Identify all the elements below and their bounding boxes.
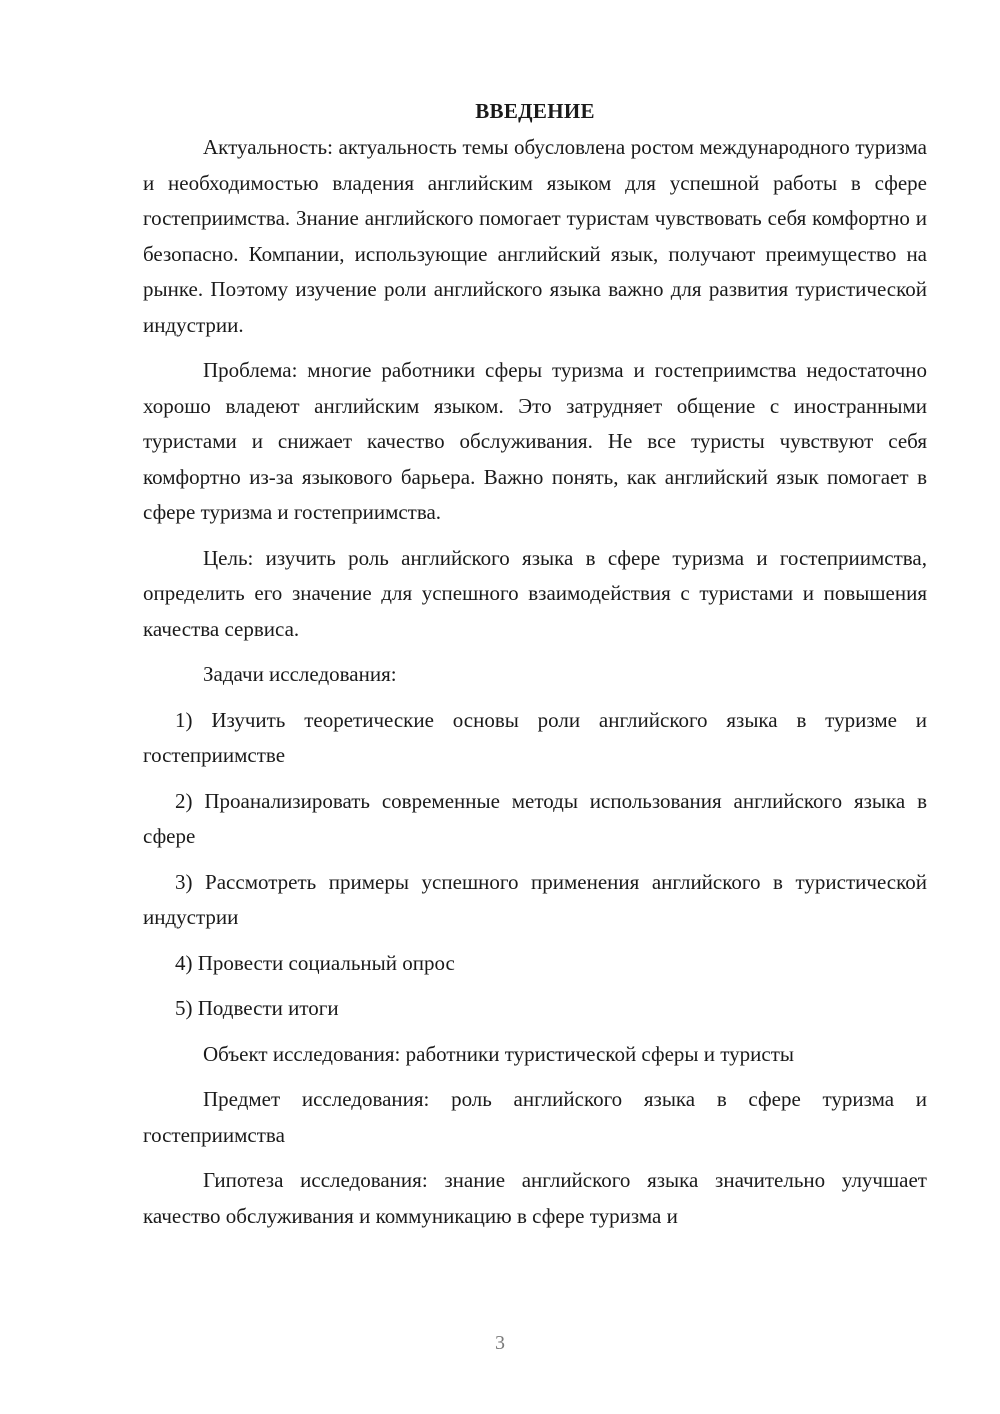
task-item-3: 3) Рассмотреть примеры успешного применения английского в туристической индустрии bbox=[143, 869, 927, 929]
task-item-4: 4) Провести социальный опрос bbox=[175, 950, 455, 975]
task-item-2: 2) Проанализировать современные методы использования английского языка в сфере bbox=[143, 788, 927, 848]
task-item-1: 1) Изучить теоретические основы роли английского языка в туризме и гостеприимстве bbox=[143, 707, 927, 767]
paragraph-problem: Проблема: многие работники сферы туризма и гостеприимства недостаточно хорошо владеют английским языком. Это затрудняет общение с иностранными туристами и снижает качество обслуживания. Не все туристы чувствуют себя комфортно из-за языкового барьера. Важно понять, как английский язык помогает в сфере туризма и гостеприимства. bbox=[143, 358, 927, 524]
page-number: 3 bbox=[495, 1332, 505, 1354]
paragraph-subject: Предмет исследования: роль английского языка в сфере туризма и гостеприимства bbox=[143, 1087, 927, 1147]
document-page bbox=[143, 96, 927, 1234]
paragraph-relevance: Актуальность: актуальность темы обусловлена ростом международного туризма и необходимостью владения английским языком для успешной работы в сфере гостеприимства. Знание английского помогает туристам чувствовать себя комфортно и безопасно. Компании, использующие английский язык, получают преимущество на рынке. Поэтому изучение роли английского языка важно для развития туристической индустрии. bbox=[143, 135, 927, 337]
paragraph-hypothesis: Гипотеза исследования: знание английского языка значительно улучшает качество обслуживания и коммуникацию в сфере туризма и bbox=[143, 1168, 927, 1228]
document-heading: ВВЕДЕНИЕ bbox=[475, 99, 595, 123]
task-item-5: 5) Подвести итоги bbox=[175, 996, 339, 1020]
paragraph-goal: Цель: изучить роль английского языка в сфере туризма и гостеприимства, определить его значение для успешного взаимодействия с туристами и повышения качества сервиса. bbox=[143, 545, 927, 641]
paragraph-object: Объект исследования: работники туристической сферы и туристы bbox=[203, 1041, 795, 1066]
tasks-title: Задачи исследования: bbox=[203, 662, 397, 686]
